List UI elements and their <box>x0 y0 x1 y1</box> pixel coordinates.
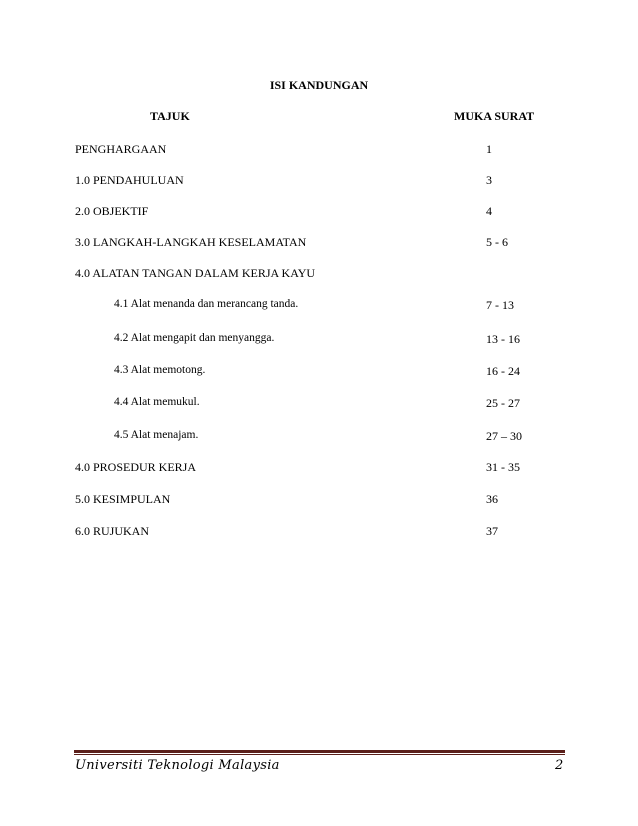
column-header-topic: TAJUK <box>150 109 190 123</box>
toc-entry-label: 3.0 LANGKAH-LANGKAH KESELAMATAN <box>75 235 307 249</box>
toc-entry <box>0 173 638 189</box>
toc-entry <box>0 235 638 251</box>
toc-entry <box>0 266 638 282</box>
footer-institution: Universiti Teknologi Malaysia <box>75 758 280 773</box>
toc-entry-label: 6.0 RUJUKAN <box>75 524 150 538</box>
toc-entry-pages: 5 - 6 <box>486 235 508 249</box>
toc-entry-label: 5.0 KESIMPULAN <box>75 492 171 506</box>
toc-subentry <box>0 364 638 380</box>
toc-entry-pages: 25 - 27 <box>486 396 520 410</box>
toc-subentry <box>0 298 638 314</box>
toc-entry <box>0 204 638 220</box>
toc-entry-label: 4.0 PROSEDUR KERJA <box>75 460 197 474</box>
page-title: ISI KANDUNGAN <box>269 78 369 92</box>
toc-entry <box>0 142 638 158</box>
page-number: 2 <box>555 758 564 773</box>
toc-entry-label: PENGHARGAAN <box>75 142 167 156</box>
toc-entry <box>0 492 638 508</box>
toc-entry-pages: 37 <box>486 524 498 538</box>
toc-entry-pages: 16 - 24 <box>486 364 520 378</box>
column-header-page: MUKA SURAT <box>454 109 535 123</box>
toc-entry-label: 4.2 Alat mengapit dan menyangga. <box>114 332 275 344</box>
toc-entry-pages: 27 – 30 <box>486 429 522 443</box>
toc-entry-pages: 4 <box>486 204 492 218</box>
toc-subentry <box>0 332 638 348</box>
toc-entry-label: 1.0 PENDAHULUAN <box>75 173 184 187</box>
toc-subentry <box>0 396 638 412</box>
toc-entry-label: 4.0 ALATAN TANGAN DALAM KERJA KAYU <box>75 266 316 280</box>
toc-entry-pages: 13 - 16 <box>486 332 520 346</box>
toc-entry-pages: 3 <box>486 173 492 187</box>
footer-rule <box>74 750 565 753</box>
toc-entry-label: 4.1 Alat menanda dan merancang tanda. <box>114 298 299 310</box>
toc-entry-pages: 7 - 13 <box>486 298 514 312</box>
toc-entry <box>0 524 638 540</box>
toc-entry-label: 4.5 Alat menajam. <box>114 429 199 441</box>
toc-entry-label: 2.0 OBJEKTIF <box>75 204 149 218</box>
toc-entry-pages: 36 <box>486 492 498 506</box>
footer-rule-thin <box>74 754 565 755</box>
toc-entry-pages: 31 - 35 <box>486 460 520 474</box>
toc-entry-label: 4.3 Alat memotong. <box>114 364 206 376</box>
toc-entry <box>0 460 638 476</box>
toc-entry-pages: 1 <box>486 142 492 156</box>
toc-entry-label: 4.4 Alat memukul. <box>114 396 200 408</box>
toc-subentry <box>0 429 638 445</box>
